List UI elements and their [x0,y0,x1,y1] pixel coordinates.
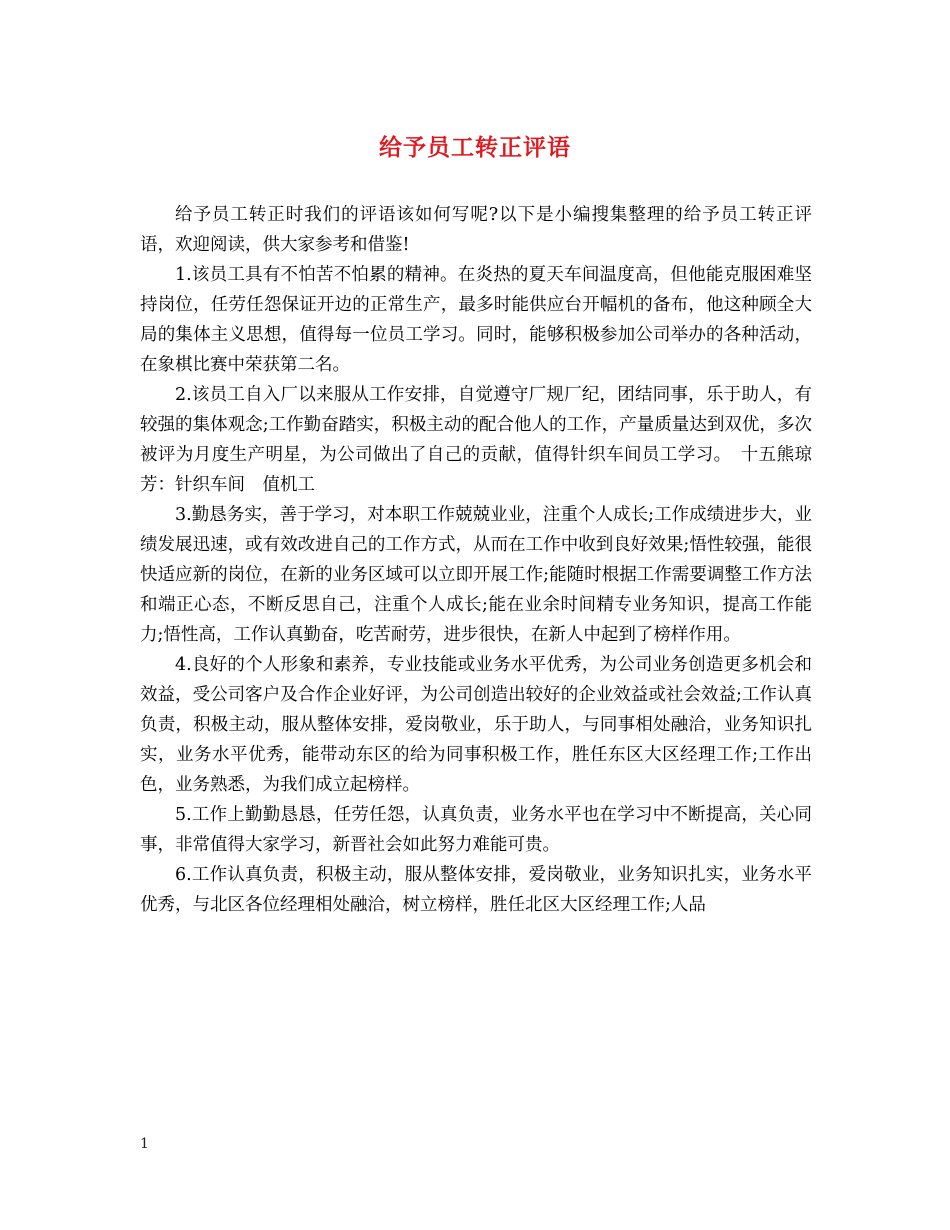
comment-paragraph-5: 5.工作上勤勤恳恳，任劳任怨，认真负责，业务水平也在学习中不断提高，关心同事，非常值得大家学习，新晋社会如此努力难能可贵。 [140,805,812,855]
comment-paragraph-3: 3.勤恳务实，善于学习，对本职工作兢兢业业，注重个人成长;工作成绩进步大，业绩发展迅速，或有效改进自己的工作方式，从而在工作中收到良好效果;悟性较强，能很快适应新的岗位，在新的业务区域可以立即开展工作;能随时根据工作需要调整工作方法和端正心态，不断反思自己，注重个人成长;能在业余时间精专业务知识，提高工作能力;悟性高，工作认真勤奋，吃苦耐劳，进步很快，在新人中起到了榜样作用。 [140,505,812,645]
comment-paragraph-4: 4.良好的个人形象和素养，专业技能或业务水平优秀，为公司业务创造更多机会和效益，受公司客户及合作企业好评，为公司创造出较好的企业效益或社会效益;工作认真负责，积极主动，服从整体安排，爱岗敬业，乐于助人，与同事相处融洽，业务知识扎实，业务水平优秀，能带动东区的给为同事积极工作，胜任东区大区经理工作;工作出色，业务熟悉，为我们成立起榜样。 [140,655,812,795]
comment-paragraph-1: 1.该员工具有不怕苦不怕累的精神。在炎热的夏天车间温度高，但他能克服困难坚持岗位，任劳任怨保证开边的正常生产，最多时能供应台开幅机的备布，他这种顾全大局的集体主义思想，值得每一位员工学习。同时，能够积极参加公司举办的各种活动，在象棋比赛中荣获第二名。 [140,265,812,375]
document-body [140,200,812,920]
comment-paragraph-6: 6.工作认真负责，积极主动，服从整体安排，爱岗敬业，业务知识扎实，业务水平优秀，与北区各位经理相处融洽，树立榜样，胜任北区大区经理工作;人品 [140,865,812,915]
comment-paragraph-2: 2.该员工自入厂以来服从工作安排，自觉遵守厂规厂纪，团结同事，乐于助人，有较强的集体观念;工作勤奋踏实，积极主动的配合他人的工作，产量质量达到双优，多次被评为月度生产明星，为公司做出了自己的贡献，值得针织车间员工学习。 十五熊琼芳：针织车间 值机工 [140,385,812,495]
intro-paragraph: 给予员工转正时我们的评语该如何写呢?以下是小编搜集整理的给予员工转正评语，欢迎阅读，供大家参考和借鉴! [140,205,812,255]
document-title: 给予员工转正评语 [379,134,571,161]
page-number: 1 [140,1136,149,1152]
